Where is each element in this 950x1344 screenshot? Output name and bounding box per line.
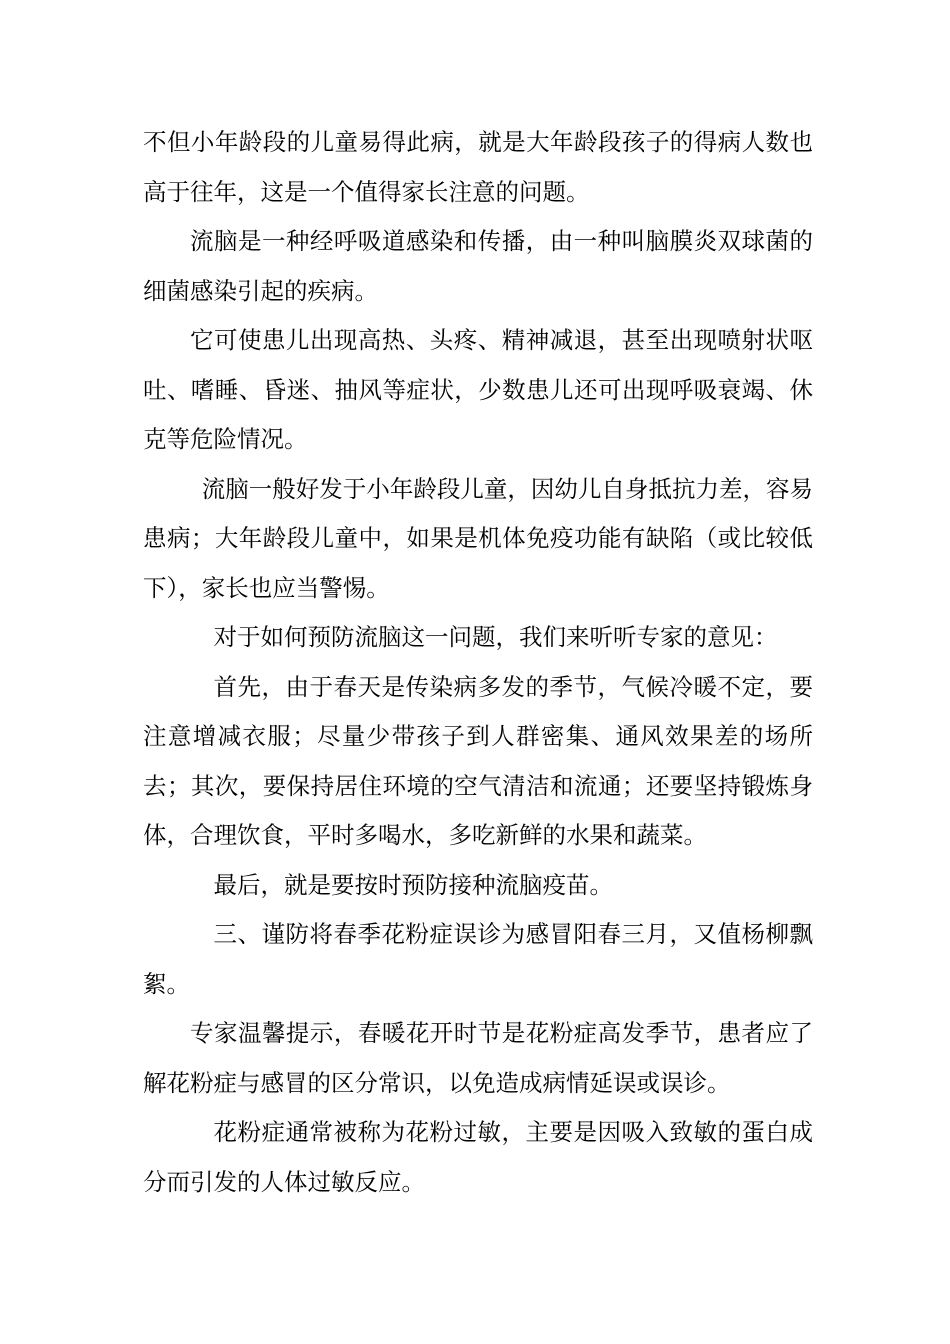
paragraph-4: 流脑一般好发于小年龄段儿童，因幼儿自身抵抗力差，容易患病；大年龄段儿童中，如果是机体免疫功能有缺陷（或比较低下），家长也应当警惕。	[143, 474, 813, 602]
paragraph-5: 对于如何预防流脑这一问题，我们来听听专家的意见：	[213, 623, 778, 651]
paragraph-9: 专家温馨提示，春暖花开时节是花粉症高发季节，患者应了解花粉症与感冒的区分常识，以免造成病情延误或误诊。	[143, 1019, 813, 1097]
paragraph-1: 不但小年龄段的儿童易得此病，就是大年龄段孩子的得病人数也高于往年，这是一个值得家长注意的问题。	[143, 128, 813, 206]
paragraph-6: 首先，由于春天是传染病多发的季节，气候冷暖不定，要注意增减衣服；尽量少带孩子到人群密集、通风效果差的场所去；其次，要保持居住环境的空气清洁和流通；还要坚持锻炼身体，合理饮食，平时多喝水，多吃新鲜的水果和蔬菜。	[143, 672, 813, 849]
paragraph-10: 花粉症通常被称为花粉过敏，主要是因吸入致敏的蛋白成分而引发的人体过敏反应。	[143, 1118, 813, 1196]
paragraph-7: 最后，就是要按时预防接种流脑疫苗。	[213, 870, 613, 899]
body-text	[143, 118, 813, 1207]
paragraph-8: 三、谨防将春季花粉症误诊为感冒阳春三月，又值杨柳飘絮。	[143, 920, 813, 998]
paragraph-2: 流脑是一种经呼吸道感染和传播，由一种叫脑膜炎双球菌的细菌感染引起的疾病。	[143, 227, 813, 305]
paragraph-3: 它可使患儿出现高热、头疼、精神减退，甚至出现喷射状呕吐、嗜睡、昏迷、抽风等症状，少数患儿还可出现呼吸衰竭、休克等危险情况。	[143, 326, 813, 453]
